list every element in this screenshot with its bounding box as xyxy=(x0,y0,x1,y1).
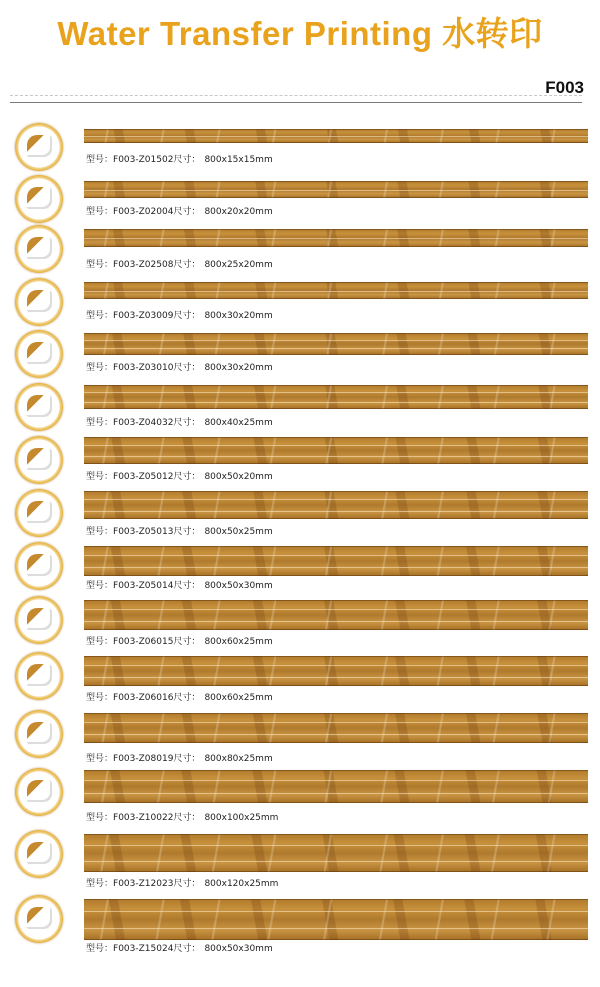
marble-molding-strip xyxy=(84,600,588,630)
size-value: 800x50x20mm xyxy=(204,472,273,482)
strip-groove-line xyxy=(84,499,588,500)
size-value: 800x50x30mm xyxy=(204,581,273,591)
profile-thumbnail xyxy=(15,225,63,273)
marble-molding-strip xyxy=(84,437,588,464)
profile-thumbnail xyxy=(15,895,63,943)
molding-profile-icon xyxy=(27,237,52,259)
molding-profile-icon xyxy=(27,135,52,157)
model-number: F003-Z05014 xyxy=(113,581,174,591)
strip-groove-line xyxy=(84,136,588,137)
header-divider xyxy=(10,102,582,103)
strip-groove-line xyxy=(84,677,588,678)
model-prefix: 型号： xyxy=(86,472,114,482)
molding-profile-icon xyxy=(27,290,52,312)
profile-thumbnail xyxy=(15,175,63,223)
item-spec-label xyxy=(86,578,273,591)
size-value: 800x15x15mm xyxy=(204,155,273,165)
strip-groove-line xyxy=(84,861,588,862)
size-value: 800x50x30mm xyxy=(204,944,273,954)
model-number: F003-Z06016 xyxy=(113,693,174,703)
molding-profile-icon xyxy=(27,395,52,417)
strip-groove-line xyxy=(84,445,588,446)
strip-groove-line xyxy=(84,340,588,341)
marble-molding-strip xyxy=(84,333,588,355)
profile-thumbnail xyxy=(15,652,63,700)
model-number: F003-Z04032 xyxy=(113,418,174,428)
size-prefix: 尺寸： xyxy=(173,527,201,537)
profile-thumbnail xyxy=(15,330,63,378)
strip-groove-line xyxy=(84,567,588,568)
strip-groove-line xyxy=(84,190,588,191)
item-spec-label xyxy=(86,524,273,537)
model-prefix: 型号： xyxy=(86,363,114,373)
size-prefix: 尺寸： xyxy=(173,581,201,591)
marble-molding-strip xyxy=(84,899,588,940)
molding-profile-icon xyxy=(27,780,52,802)
model-prefix: 型号： xyxy=(86,581,114,591)
model-number: F003-Z08019 xyxy=(113,754,174,764)
model-number: F003-Z02004 xyxy=(113,207,174,217)
model-prefix: 型号： xyxy=(86,754,114,764)
series-code: F003 xyxy=(545,78,584,97)
model-number: F003-Z03009 xyxy=(113,311,174,321)
size-prefix: 尺寸： xyxy=(173,155,201,165)
model-number: F003-Z06015 xyxy=(113,637,174,647)
item-spec-label xyxy=(86,810,278,823)
molding-profile-icon xyxy=(27,187,52,209)
profile-thumbnail xyxy=(15,596,63,644)
profile-thumbnail xyxy=(15,383,63,431)
model-prefix: 型号： xyxy=(86,879,114,889)
profile-thumbnail xyxy=(15,710,63,758)
model-number: F003-Z10022 xyxy=(113,813,174,823)
size-prefix: 尺寸： xyxy=(173,260,201,270)
marble-molding-strip xyxy=(84,229,588,247)
model-number: F003-Z05012 xyxy=(113,472,174,482)
item-spec-label xyxy=(86,941,273,954)
size-value: 800x60x25mm xyxy=(204,693,273,703)
size-value: 800x30x20mm xyxy=(204,363,273,373)
profile-thumbnail xyxy=(15,768,63,816)
molding-profile-icon xyxy=(27,608,52,630)
profile-thumbnail xyxy=(15,830,63,878)
strip-groove-line xyxy=(84,621,588,622)
model-number: F003-Z01502 xyxy=(113,155,174,165)
size-prefix: 尺寸： xyxy=(173,813,201,823)
marble-molding-strip xyxy=(84,656,588,686)
strip-groove-line xyxy=(84,555,588,556)
item-spec-label xyxy=(86,204,273,217)
size-value: 800x30x20mm xyxy=(204,311,273,321)
molding-profile-icon xyxy=(27,842,52,864)
strip-groove-line xyxy=(84,734,588,735)
profile-thumbnail xyxy=(15,489,63,537)
molding-profile-icon xyxy=(27,448,52,470)
size-value: 800x25x20mm xyxy=(204,260,273,270)
strip-groove-line xyxy=(84,793,588,794)
item-spec-label xyxy=(86,360,273,373)
model-prefix: 型号： xyxy=(86,207,114,217)
size-value: 800x80x25mm xyxy=(204,754,273,764)
strip-groove-line xyxy=(84,291,588,292)
strip-groove-line xyxy=(84,928,588,929)
size-prefix: 尺寸： xyxy=(173,879,201,889)
profile-thumbnail xyxy=(15,123,63,171)
size-prefix: 尺寸： xyxy=(173,944,201,954)
model-prefix: 型号： xyxy=(86,693,114,703)
strip-groove-line xyxy=(84,845,588,846)
marble-molding-strip xyxy=(84,129,588,143)
model-number: F003-Z15024 xyxy=(113,944,174,954)
page-title: Water Transfer Printing 水转印 xyxy=(57,15,543,52)
strip-groove-line xyxy=(84,911,588,912)
marble-molding-strip xyxy=(84,491,588,519)
item-spec-label xyxy=(86,751,273,764)
size-value: 800x40x25mm xyxy=(204,418,273,428)
model-prefix: 型号： xyxy=(86,418,114,428)
model-number: F003-Z12023 xyxy=(113,879,174,889)
molding-profile-icon xyxy=(27,554,52,576)
molding-profile-icon xyxy=(27,342,52,364)
strip-groove-line xyxy=(84,609,588,610)
size-value: 800x50x25mm xyxy=(204,527,273,537)
strip-groove-line xyxy=(84,392,588,393)
size-value: 800x120x25mm xyxy=(204,879,279,889)
marble-molding-strip xyxy=(84,385,588,409)
model-prefix: 型号： xyxy=(86,527,114,537)
strip-groove-line xyxy=(84,722,588,723)
size-value: 800x60x25mm xyxy=(204,637,273,647)
model-number: F003-Z05013 xyxy=(113,527,174,537)
strip-groove-line xyxy=(84,665,588,666)
marble-molding-strip xyxy=(84,282,588,299)
item-spec-label xyxy=(86,257,273,270)
size-prefix: 尺寸： xyxy=(173,311,201,321)
marble-molding-strip xyxy=(84,713,588,743)
item-spec-label xyxy=(86,876,278,889)
marble-molding-strip xyxy=(84,770,588,803)
profile-thumbnail xyxy=(15,278,63,326)
size-prefix: 尺寸： xyxy=(173,637,201,647)
strip-groove-line xyxy=(84,511,588,512)
model-prefix: 型号： xyxy=(86,813,114,823)
size-prefix: 尺寸： xyxy=(173,754,201,764)
profile-thumbnail xyxy=(15,542,63,590)
profile-thumbnail xyxy=(15,436,63,484)
size-prefix: 尺寸： xyxy=(173,363,201,373)
size-prefix: 尺寸： xyxy=(173,207,201,217)
item-spec-label xyxy=(86,152,273,165)
item-spec-label xyxy=(86,308,273,321)
model-prefix: 型号： xyxy=(86,155,114,165)
molding-profile-icon xyxy=(27,907,52,929)
model-number: F003-Z03010 xyxy=(113,363,174,373)
item-spec-label xyxy=(86,469,273,482)
item-spec-label xyxy=(86,634,273,647)
marble-molding-strip xyxy=(84,546,588,576)
strip-groove-line xyxy=(84,348,588,349)
model-prefix: 型号： xyxy=(86,637,114,647)
item-spec-label xyxy=(86,415,273,428)
molding-profile-icon xyxy=(27,664,52,686)
model-prefix: 型号： xyxy=(86,944,114,954)
size-value: 800x100x25mm xyxy=(204,813,279,823)
strip-groove-line xyxy=(84,238,588,239)
molding-profile-icon xyxy=(27,722,52,744)
model-prefix: 型号： xyxy=(86,311,114,321)
item-spec-label xyxy=(86,690,273,703)
strip-groove-line xyxy=(84,456,588,457)
size-prefix: 尺寸： xyxy=(173,418,201,428)
marble-molding-strip xyxy=(84,181,588,198)
header-dashed-divider xyxy=(10,95,582,96)
model-number: F003-Z02508 xyxy=(113,260,174,270)
molding-profile-icon xyxy=(27,501,52,523)
model-prefix: 型号： xyxy=(86,260,114,270)
marble-molding-strip xyxy=(84,834,588,872)
size-prefix: 尺寸： xyxy=(173,472,201,482)
strip-groove-line xyxy=(84,780,588,781)
size-value: 800x20x20mm xyxy=(204,207,273,217)
size-prefix: 尺寸： xyxy=(173,693,201,703)
strip-groove-line xyxy=(84,402,588,403)
